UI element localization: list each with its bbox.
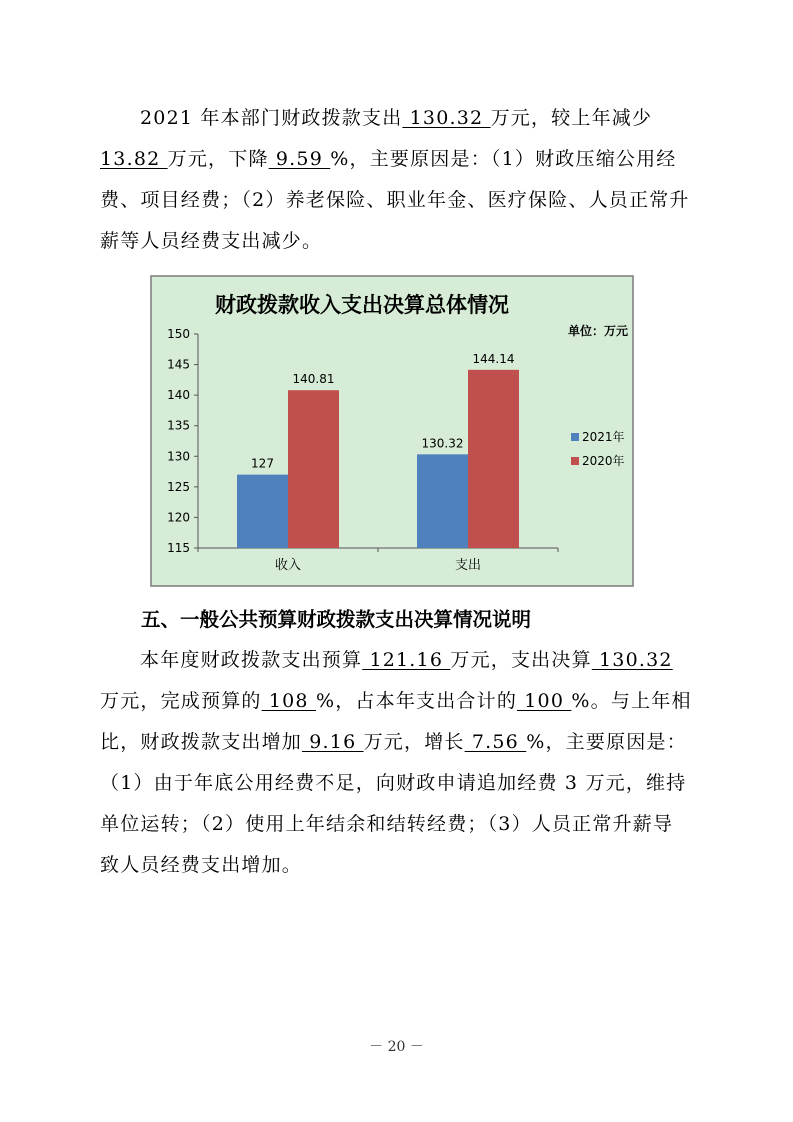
legend-entry: 2021年	[582, 430, 625, 444]
text-segment: 2021 年本部门财政拨款支出	[140, 107, 403, 129]
y-tick-label: 125	[167, 479, 190, 494]
bar	[237, 475, 288, 548]
y-tick-label: 140	[167, 388, 190, 403]
paragraph-budget-explanation	[100, 640, 693, 886]
text-segment: 万元，下降	[167, 148, 269, 170]
bar	[288, 390, 339, 548]
chart-title: 财政拨款收入支出决算总体情况	[215, 293, 509, 317]
y-tick-label: 115	[167, 541, 190, 555]
chart-frame	[151, 276, 633, 586]
text-segment: 万元，较上年减少	[490, 107, 653, 129]
bar-value-label: 130.32	[421, 436, 464, 451]
section-heading: 五、一般公共预算财政拨款支出决算情况说明	[141, 608, 532, 631]
value-completion-percent: 108	[261, 690, 316, 712]
value-decrease-percent: 9.59	[268, 148, 331, 170]
income-expenditure-chart	[150, 275, 634, 587]
x-category-label: 支出	[454, 558, 482, 573]
text-segment: 本年度财政拨款支出预算	[140, 649, 363, 671]
text-segment: 万元，增长	[363, 731, 465, 753]
value-increase-percent: 7.56	[464, 731, 527, 753]
bar	[468, 370, 519, 548]
value-increase-amount: 9.16	[302, 731, 364, 753]
legend-swatch	[571, 457, 579, 465]
bar-chart-svg	[150, 275, 634, 587]
chart-unit-label: 单位：万元	[567, 324, 628, 338]
text-segment: %，占本年支出合计的	[315, 690, 518, 712]
y-tick-label: 130	[167, 449, 190, 464]
legend-swatch	[571, 433, 579, 441]
text-segment: %。与上年相比，财政拨款支出增加	[100, 690, 692, 753]
value-total-expenditure: 130.32	[402, 107, 491, 129]
text-segment: %，主要原因是：（1）由于年底公用经费不足，向财政申请追加经费 3 万元，维持单位运转；（2）使用上年结余和结转经费；（3）人员正常升薪导致人员经费支出增加。	[100, 731, 687, 876]
paragraph-expenditure-summary	[100, 98, 693, 262]
x-category-label: 收入	[274, 558, 302, 573]
bar-value-label: 144.14	[472, 351, 515, 366]
y-tick-label: 150	[167, 327, 190, 341]
value-final-accounts: 130.32	[591, 649, 673, 671]
bar	[417, 454, 468, 548]
y-tick-label: 145	[167, 357, 190, 372]
text-segment: 万元，支出决算	[450, 649, 592, 671]
page-number: － 20 －	[369, 1039, 424, 1055]
text-segment: 万元，完成预算的	[100, 690, 262, 712]
legend-entry: 2020年	[582, 454, 625, 468]
bar-value-label: 140.81	[292, 372, 335, 387]
y-tick-label: 120	[167, 510, 190, 525]
value-share-percent: 100	[517, 690, 572, 712]
value-budget: 121.16	[362, 649, 451, 671]
text-segment: %，主要原因是：（1）财政压缩公用经费、项目经费；（2）养老保险、职业年金、医疗保险、人员正常升薪等人员经费支出减少。	[100, 148, 690, 252]
y-tick-label: 135	[167, 418, 190, 433]
value-decrease-amount: 13.82	[100, 148, 168, 170]
bar-value-label: 127	[251, 456, 274, 471]
